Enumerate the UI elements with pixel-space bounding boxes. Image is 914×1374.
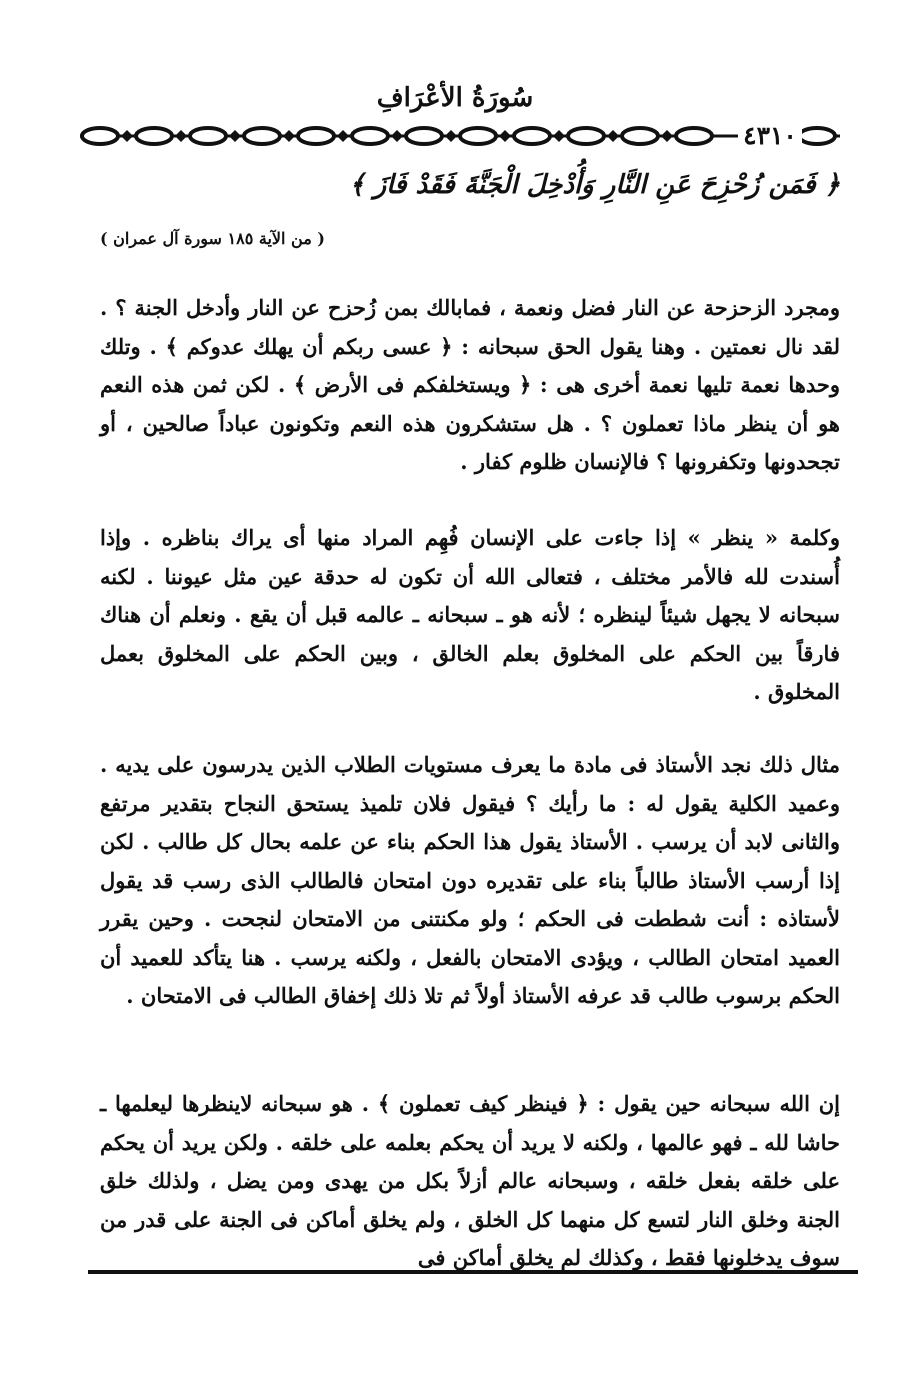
paragraph-2: وكلمة « ينظر » إذا جاءت على الإنسان فُهِم المراد منها أى يراك بناظره . وإذا أُسندت لله فالأمر مختلف ، فتعالى الله أن تكون له حدقة عين مثل عيوننا . لكنه سبحانه لا يجهل شيئاً لينظره ؛ لأنه هو ـ سبحانه ـ عالمه قبل أن يقع . ونعلم أن هناك فارقاً بين الحكم على المخلوق بعلم الخالق ، وبين الحكم على المخلوق بعمل المخلوق . [100,525,840,704]
paragraph-4: إن الله سبحانه حين يقول : ﴿ فينظر كيف تعملون ﴾ . هو سبحانه لاينظرها ليعلمها ـ حاشا لله ـ فهو عالمها ، ولكنه لا يريد أن يحكم بعلمه على خلقه . ولكن يريد أن يحكم على خلقه بفعل خلقه ، وسبحانه عالم أزلاً بكل من يهدى ومن يضل ، ولذلك خلق الجنة وخلق النار لتسع كل منهما كل الخلق ، ولم يخلق أماكن فى الجنة على قدر من سوف يدخلونها فقط ، وكذلك لم يخلق أماكن فى [100,1091,840,1270]
verse-source: ( من الآية ١٨٥ سورة آل عمران ) [100,229,325,248]
ornamental-border [80,120,840,152]
quran-verse: ﴿ فَمَن زُحْزِحَ عَنِ النَّارِ وَأُدْخِلَ الْجَنَّةَ فَقَدْ فَازَ ﴾ [349,170,840,200]
paragraph-1: ومجرد الزحزحة عن النار فضل ونعمة ، فمابالك بمن زُحزح عن النار وأدخل الجنة ؟ . لقد نال نعمتين . وهنا يقول الحق سبحانه : ﴿ عسى ربكم أن يهلك عدوكم ﴾ . وتلك وحدها نعمة تليها نعمة أخرى هى : ﴿ ويستخلفكم فى الأرض ﴾ . لكن ثمن هذه النعم هو أن ينظر ماذا تعملون ؟ . هل ستشكرون هذه النعم وتكونون عباداً صالحين ، أو تجحدونها وتكفرونها ؟ فالإنسان ظلوم كفار . [100,295,840,474]
paragraph-3: مثال ذلك نجد الأستاذ فى مادة ما يعرف مستويات الطلاب الذين يدرسون على يديه . وعميد الكلية يقول له : ما رأيك ؟ فيقول فلان تلميذ يستحق النجاح بتقدير مرتفع والثانى لابد أن يرسب . الأستاذ يقول هذا الحكم بناء عن علمه بحال كل طالب . لكن إذا أرسب الأستاذ طالباً بناء على تقديره دون امتحان فالطالب الذى رسب قد يقول لأستاذه : أنت شططت فى الحكم ؛ ولو مكنتنى من الامتحان لنجحت . وحين يقرر العميد امتحان الطالب ، ويؤدى الامتحان بالفعل ، ولكنه يرسب . هنا يتأكد للعميد أن الحكم برسوب طالب قد عرفه الأستاذ أولاً ثم تلا ذلك إخفاق الطالب فى الامتحان . [100,752,840,1008]
surah-title: سُورَةُ الأعْرَافِ [376,83,534,113]
footer-rule [88,1270,858,1274]
page-number: ٤٣١٠ [738,119,802,153]
